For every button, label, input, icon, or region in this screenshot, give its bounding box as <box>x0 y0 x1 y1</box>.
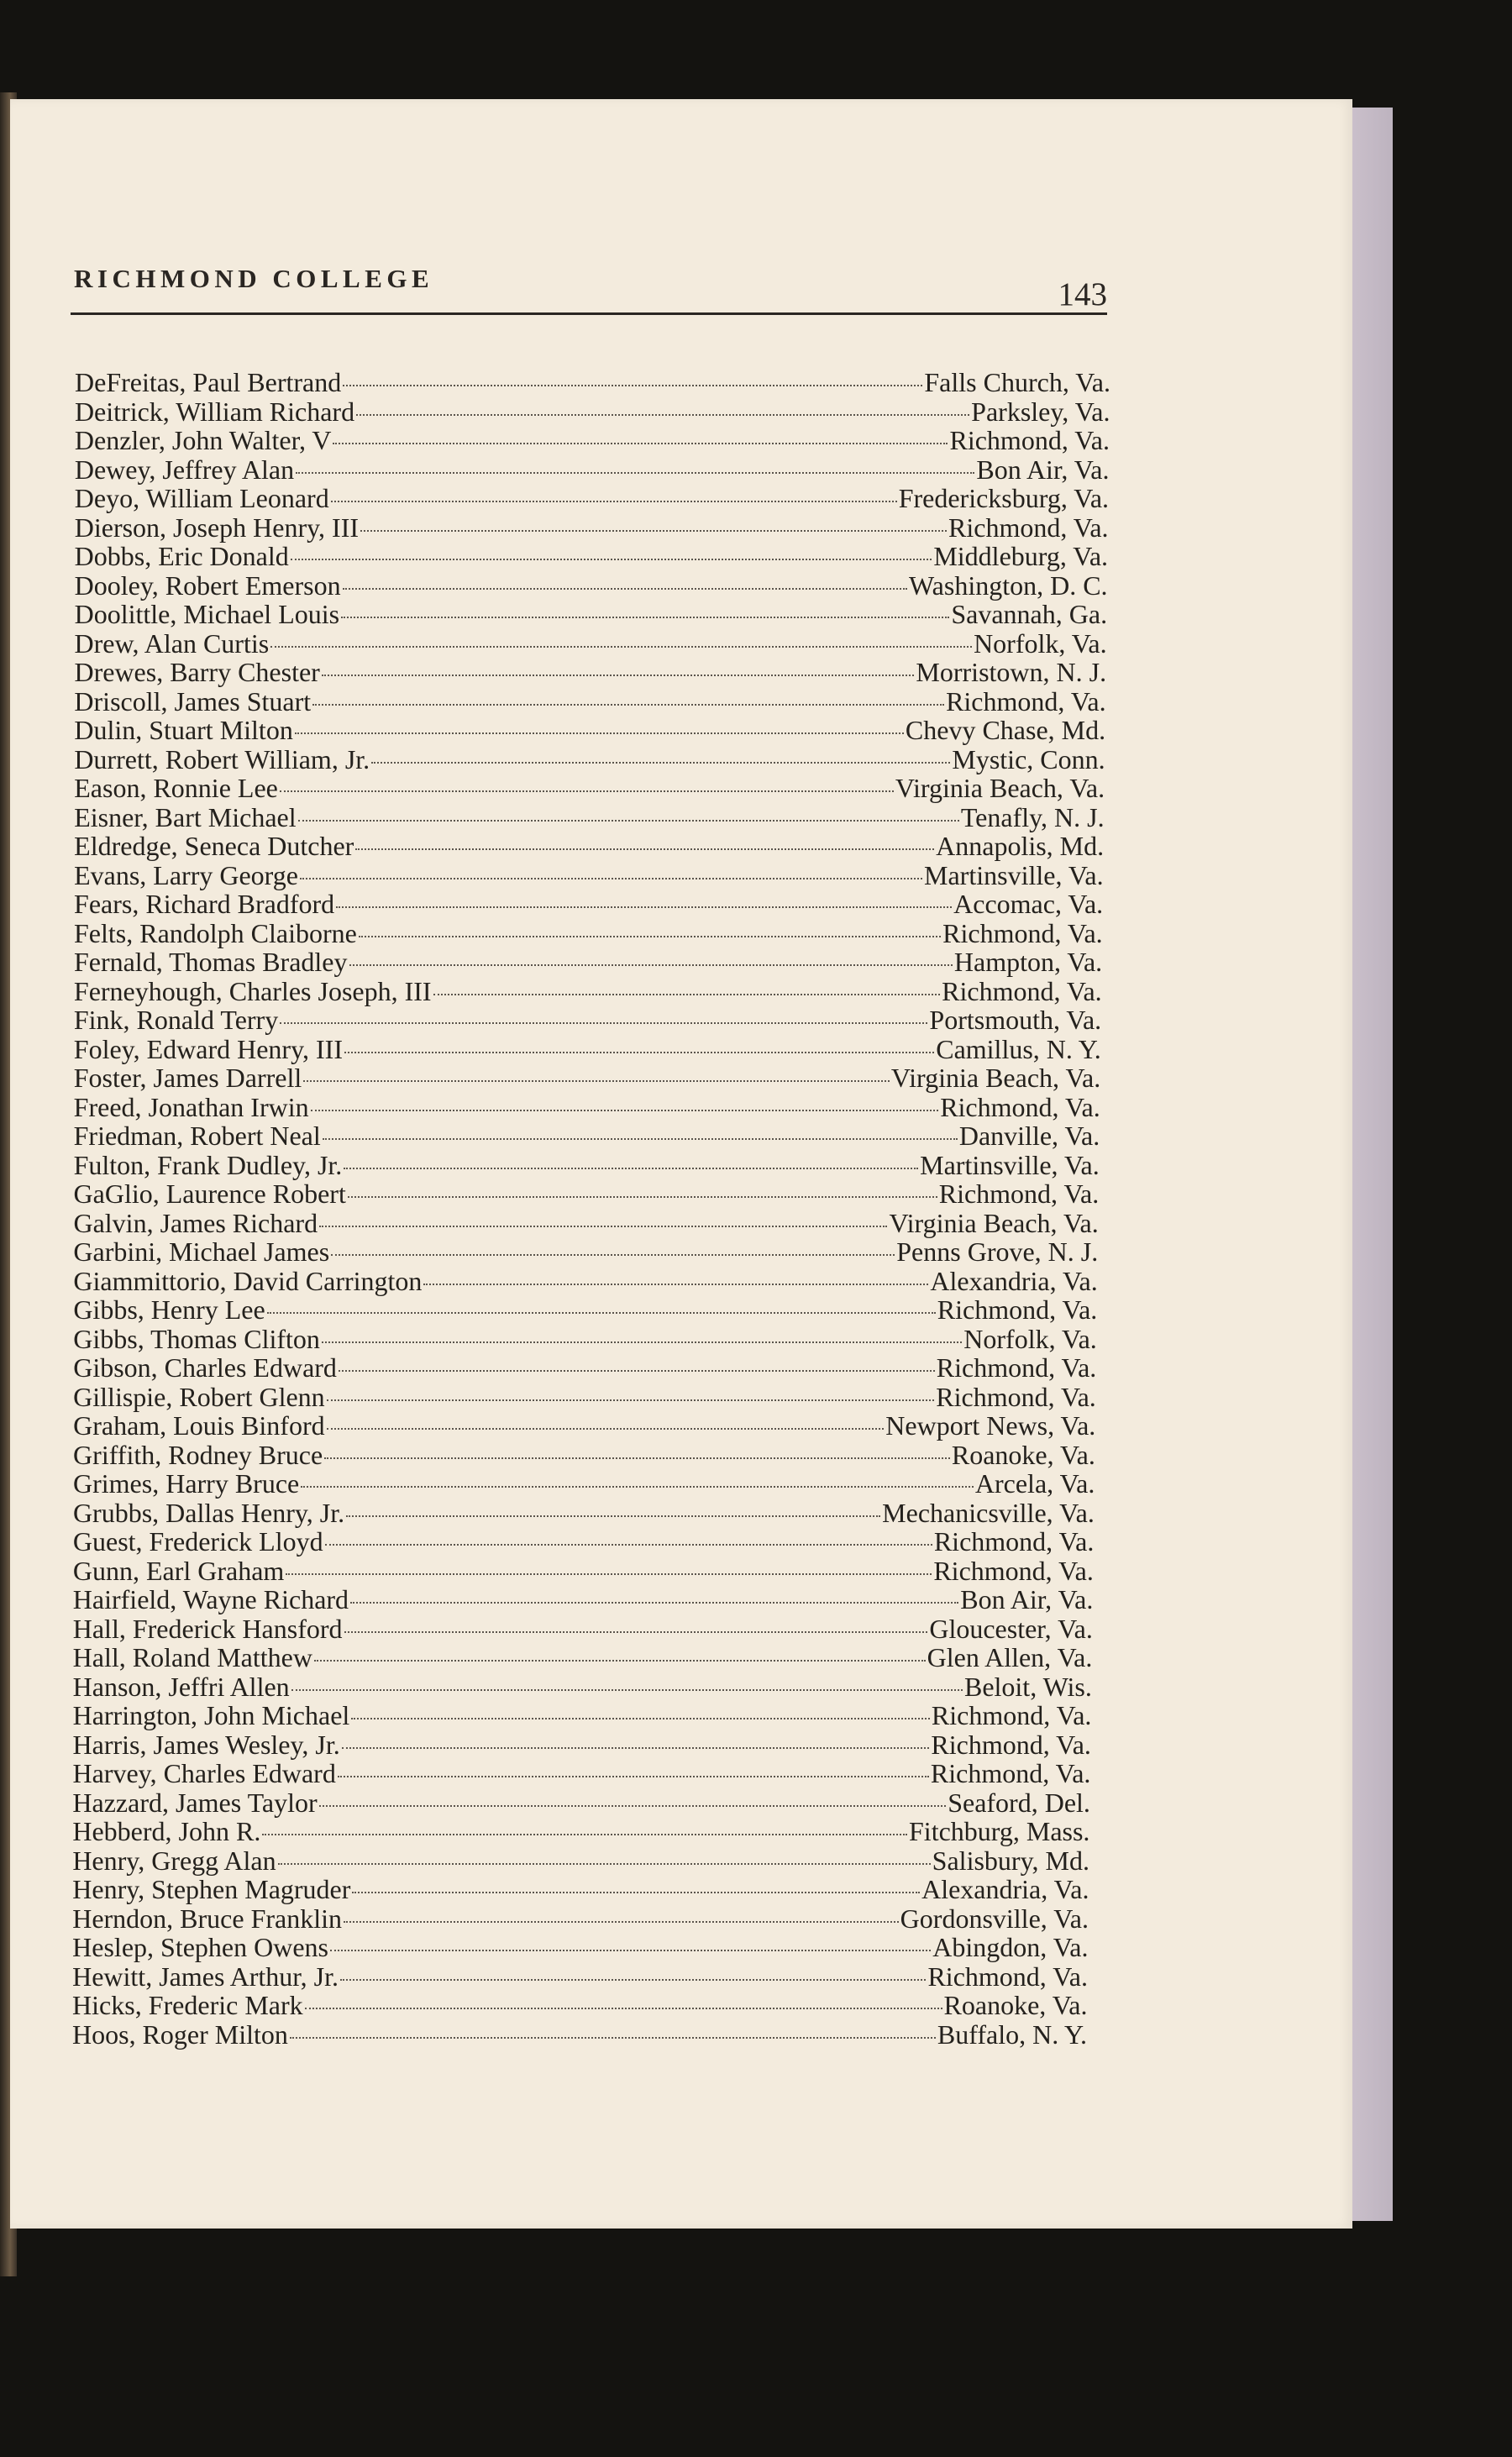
hometown: Middleburg, Va. <box>933 541 1109 571</box>
student-name: Harrington, John Michael <box>72 1700 350 1730</box>
hometown: Richmond, Va. <box>933 1555 1094 1586</box>
hometown: Richmond, Va. <box>940 1091 1100 1122</box>
hometown: Norfolk, Va. <box>974 627 1107 659</box>
hometown: Martinsville, Va. <box>924 859 1104 890</box>
hometown: Seaford, Del. <box>948 1787 1090 1818</box>
hometown: Virginia Beach, Va. <box>889 1207 1099 1238</box>
directory-entry <box>74 1063 1100 1092</box>
student-name: Garbini, Michael James <box>73 1236 330 1267</box>
dot-leader <box>312 704 944 706</box>
hometown: Alexandria, Va. <box>921 1874 1089 1904</box>
dot-leader <box>336 906 952 908</box>
dot-leader <box>303 1080 890 1082</box>
directory-entry <box>72 1846 1089 1875</box>
student-name: Galvin, James Richard <box>73 1207 318 1238</box>
dot-leader <box>360 530 947 532</box>
dot-leader <box>352 1892 920 1893</box>
dot-leader <box>331 1254 895 1256</box>
hometown: Salisbury, Md. <box>932 1845 1089 1876</box>
student-name: Hanson, Jeffri Allen <box>72 1671 290 1702</box>
hometown: Roanoke, Va. <box>951 1439 1095 1470</box>
dot-leader <box>344 1168 918 1169</box>
student-name: Hairfield, Wayne Richard <box>72 1584 349 1614</box>
dot-leader <box>301 1486 974 1488</box>
hometown: Falls Church, Va. <box>924 367 1110 397</box>
hometown: Newport News, Va. <box>885 1410 1096 1441</box>
student-name: Deyo, William Leonard <box>74 483 329 513</box>
dot-leader <box>338 1776 929 1777</box>
student-name: Deitrick, William Richard <box>74 396 355 427</box>
directory-entry <box>72 1991 1087 2019</box>
directory-entry <box>72 2020 1087 2049</box>
directory-entry <box>72 1788 1090 1817</box>
student-name: Fernald, Thomas Bradley <box>73 947 348 977</box>
dot-leader <box>286 1573 932 1575</box>
directory-entry <box>75 571 1108 600</box>
directory-entry <box>75 600 1107 628</box>
hometown: Richmond, Va. <box>936 1381 1096 1412</box>
dot-leader <box>355 848 934 850</box>
directory-entry <box>73 1469 1095 1498</box>
student-name: Gibbs, Thomas Clifton <box>73 1323 320 1354</box>
hometown: Richmond, Va. <box>948 512 1109 543</box>
dot-leader <box>295 732 904 734</box>
directory-entry <box>72 1875 1089 1903</box>
dot-leader <box>322 1341 962 1343</box>
directory-entry <box>74 1005 1101 1034</box>
student-name: Harvey, Charles Edward <box>72 1758 336 1788</box>
directory-entry <box>72 1759 1090 1788</box>
hometown: Richmond, Va. <box>942 975 1102 1006</box>
hometown: Hampton, Va. <box>953 947 1103 977</box>
student-name: Gibbs, Henry Lee <box>73 1294 265 1325</box>
directory-entry <box>74 1179 1100 1208</box>
dot-leader <box>343 385 922 386</box>
hometown: Gloucester, Va. <box>929 1613 1093 1644</box>
hometown: Morristown, N. J. <box>916 657 1107 687</box>
dot-leader <box>298 820 959 822</box>
dot-leader <box>371 762 950 764</box>
hometown: Virginia Beach, Va. <box>890 1063 1101 1093</box>
directory-entry <box>73 1730 1091 1759</box>
student-name: Hall, Roland Matthew <box>72 1642 312 1672</box>
dot-leader <box>300 878 922 879</box>
dot-leader <box>325 1544 932 1546</box>
student-name: Fink, Ronald Terry <box>73 1005 279 1035</box>
directory-entry <box>74 861 1104 890</box>
directory-entry <box>72 1962 1088 1991</box>
hometown: Arcela, Va. <box>974 1468 1095 1499</box>
dot-leader <box>314 1660 926 1662</box>
page-number: 143 <box>1058 276 1107 312</box>
dot-leader <box>319 1805 947 1807</box>
directory-entry <box>74 948 1102 976</box>
running-head: RICHMOND COLLEGE <box>74 264 434 293</box>
student-name: Foley, Edward Henry, III <box>73 1033 343 1064</box>
dot-leader <box>330 1950 931 1951</box>
student-name: Dulin, Stuart Milton <box>74 715 293 745</box>
hometown: Richmond, Va. <box>942 917 1103 948</box>
student-name: Hoos, Roger Milton <box>72 2019 288 2050</box>
directory-entry <box>74 1093 1100 1121</box>
hometown: Richmond, Va. <box>931 1729 1091 1760</box>
hometown: Richmond, Va. <box>936 1352 1097 1383</box>
directory-entry <box>74 803 1104 832</box>
hometown: Accomac, Va. <box>953 889 1104 919</box>
directory-entry <box>74 687 1105 716</box>
directory-entry <box>73 1353 1096 1382</box>
student-name: Herndon, Bruce Franklin <box>72 1903 343 1934</box>
dot-leader <box>324 1457 950 1459</box>
student-name: Guest, Frederick Lloyd <box>72 1526 323 1557</box>
hometown: Martinsville, Va. <box>920 1149 1100 1180</box>
directory-entry <box>73 1643 1093 1672</box>
student-name: Felts, Randolph Claiborne <box>74 917 357 948</box>
dot-leader <box>333 443 948 444</box>
student-name: Dobbs, Eric Donald <box>74 541 289 571</box>
directory-entry <box>73 1701 1092 1730</box>
hometown: Richmond, Va. <box>938 1179 1100 1209</box>
dot-leader <box>280 790 894 792</box>
student-name: Denzler, John Walter, V <box>74 425 332 455</box>
directory-entry <box>73 1585 1094 1614</box>
hometown: Richmond, Va. <box>949 425 1110 455</box>
hometown: Annapolis, Md. <box>936 831 1105 861</box>
student-name: Gunn, Earl Graham <box>72 1555 285 1586</box>
student-name: GaGlio, Laurence Robert <box>73 1179 346 1209</box>
hometown: Portsmouth, Va. <box>929 1005 1102 1035</box>
dot-leader <box>339 1370 935 1372</box>
dot-leader <box>350 1602 958 1604</box>
directory-entry <box>73 1383 1096 1411</box>
dot-leader <box>280 1022 927 1024</box>
dot-leader <box>343 588 907 590</box>
hometown: Buffalo, N. Y. <box>937 2019 1087 2050</box>
student-name: Grubbs, Dallas Henry, Jr. <box>72 1497 345 1528</box>
student-name: Grimes, Harry Bruce <box>73 1468 300 1499</box>
hometown: Abingdon, Va. <box>932 1932 1089 1962</box>
directory-entry <box>73 1267 1097 1295</box>
hometown: Camillus, N. Y. <box>936 1033 1101 1064</box>
hometown: Savannah, Ga. <box>951 599 1108 629</box>
hometown: Bon Air, Va. <box>960 1584 1094 1614</box>
student-name: Eason, Ronnie Lee <box>74 773 278 803</box>
student-name: Driscoll, James Stuart <box>74 685 312 717</box>
dot-leader <box>296 472 974 474</box>
directory-entry <box>75 455 1110 484</box>
directory-entry <box>73 1527 1094 1556</box>
dot-leader <box>327 1428 885 1430</box>
dot-leader <box>349 964 953 966</box>
directory-entry <box>73 1325 1097 1353</box>
dot-leader <box>342 1747 930 1749</box>
student-name: Griffith, Rodney Bruce <box>73 1439 323 1470</box>
dot-leader <box>267 1312 936 1314</box>
student-name: Hicks, Frederic Mark <box>72 1990 303 2020</box>
student-name: Heslep, Stephen Owens <box>72 1932 328 1962</box>
hometown: Norfolk, Va. <box>963 1323 1097 1354</box>
hometown: Chevy Chase, Md. <box>905 715 1106 745</box>
student-name: Eldredge, Seneca Dutcher <box>74 831 354 861</box>
student-name: Doolittle, Michael Louis <box>74 599 340 629</box>
student-name: Hewitt, James Arthur, Jr. <box>72 1961 339 1992</box>
student-name: Dewey, Jeffrey Alan <box>74 454 295 485</box>
directory-entry <box>74 977 1102 1005</box>
dot-leader <box>356 414 969 416</box>
dot-leader <box>291 559 932 560</box>
student-name: Friedman, Robert Neal <box>73 1121 321 1151</box>
student-name: DeFreitas, Paul Bertrand <box>75 367 342 397</box>
dot-leader <box>348 1196 937 1198</box>
dot-leader <box>423 1284 928 1285</box>
directory-entry <box>74 890 1103 918</box>
dot-leader <box>433 994 941 995</box>
dot-leader <box>344 1921 899 1923</box>
directory-entry <box>74 919 1103 948</box>
student-name: Drew, Alan Curtis <box>74 627 270 659</box>
directory-entry <box>73 1209 1098 1237</box>
directory-entry <box>73 1499 1095 1527</box>
directory-entry <box>74 745 1105 774</box>
directory-entry <box>75 513 1109 542</box>
student-name: Hebberd, John R. <box>72 1816 261 1846</box>
directory-entry <box>74 658 1106 686</box>
directory-entry <box>72 1904 1089 1933</box>
student-name: Gillispie, Robert Glenn <box>73 1381 325 1412</box>
dot-leader <box>331 501 897 502</box>
hometown: Mechanicsville, Va. <box>882 1497 1095 1528</box>
student-name: Henry, Gregg Alan <box>72 1845 276 1876</box>
directory-entry <box>75 426 1110 454</box>
dot-leader <box>322 675 915 676</box>
dot-leader <box>359 936 941 937</box>
hometown: Alexandria, Va. <box>930 1265 1098 1296</box>
hometown: Richmond, Va. <box>946 685 1106 717</box>
dot-leader <box>323 1138 958 1140</box>
dot-leader <box>270 646 972 648</box>
hometown: Penns Grove, N. J. <box>896 1236 1099 1267</box>
directory-entry <box>75 484 1109 512</box>
student-name: Foster, James Darrell <box>73 1063 302 1093</box>
dot-leader <box>319 1226 887 1227</box>
dot-leader <box>344 1631 928 1633</box>
directory-entry <box>73 1237 1098 1266</box>
directory-entry <box>74 716 1105 744</box>
student-name: Drewes, Barry Chester <box>74 657 320 687</box>
dot-leader <box>340 1979 926 1981</box>
dot-leader <box>278 1863 931 1865</box>
student-name: Fulton, Frank Dudley, Jr. <box>73 1149 343 1180</box>
hometown: Bon Air, Va. <box>976 454 1110 485</box>
directory-entry <box>74 774 1105 802</box>
hometown: Richmond, Va. <box>931 1700 1092 1730</box>
hometown: Parksley, Va. <box>971 396 1110 427</box>
hometown: Beloit, Wis. <box>963 1671 1092 1702</box>
dot-leader <box>290 2037 936 2039</box>
directory-entry <box>73 1672 1092 1701</box>
hometown: Mystic, Conn. <box>952 743 1105 774</box>
directory-entry <box>75 397 1110 426</box>
directory-entry <box>74 1035 1101 1063</box>
student-name: Dierson, Joseph Henry, III <box>74 512 360 543</box>
student-name: Freed, Jonathan Irwin <box>73 1091 309 1122</box>
directory-entry <box>74 1121 1100 1150</box>
hometown: Richmond, Va. <box>937 1294 1098 1325</box>
hometown: Washington, D. C. <box>909 570 1108 601</box>
directory-entry <box>72 1817 1089 1845</box>
directory-entry <box>73 1614 1093 1643</box>
directory-entry <box>75 368 1110 396</box>
dot-leader <box>341 617 949 618</box>
dot-leader <box>305 2008 942 2009</box>
student-name: Hall, Frederick Hansford <box>72 1613 343 1644</box>
directory-entry <box>73 1295 1097 1324</box>
dot-leader <box>327 1399 935 1401</box>
directory-entry <box>75 629 1107 658</box>
student-name: Graham, Louis Binford <box>73 1410 325 1441</box>
hometown: Glen Allen, Va. <box>927 1642 1093 1672</box>
dot-leader <box>344 1052 934 1053</box>
directory-entry <box>73 1557 1094 1585</box>
student-name: Harris, James Wesley, Jr. <box>72 1729 340 1760</box>
dot-leader <box>291 1689 963 1691</box>
dot-leader <box>346 1515 880 1517</box>
hometown: Virginia Beach, Va. <box>895 773 1105 803</box>
hometown: Richmond, Va. <box>933 1526 1095 1557</box>
hometown: Danville, Va. <box>958 1121 1100 1151</box>
student-name: Hazzard, James Taylor <box>72 1787 318 1818</box>
directory-entry <box>73 1411 1095 1440</box>
directory-entry <box>73 1441 1095 1469</box>
student-name: Henry, Stephen Magruder <box>72 1874 351 1904</box>
student-name: Ferneyhough, Charles Joseph, III <box>73 975 432 1006</box>
student-name: Giammittorio, David Carrington <box>73 1265 423 1296</box>
hometown: Tenafly, N. J. <box>960 801 1105 832</box>
directory-entry <box>74 1151 1100 1179</box>
dot-leader <box>311 1110 939 1111</box>
dot-leader <box>351 1718 930 1719</box>
student-name: Evans, Larry George <box>74 859 298 890</box>
directory-entry <box>72 1933 1088 1961</box>
student-name: Durrett, Robert William, Jr. <box>74 743 370 774</box>
hometown: Fredericksburg, Va. <box>898 483 1110 513</box>
directory-entry <box>75 542 1108 570</box>
student-name: Fears, Richard Bradford <box>74 889 335 919</box>
hometown: Roanoke, Va. <box>943 1990 1088 2020</box>
hometown: Richmond, Va. <box>930 1758 1091 1788</box>
hometown: Fitchburg, Mass. <box>909 1816 1090 1846</box>
hometown: Richmond, Va. <box>927 1961 1088 1992</box>
hometown: Gordonsville, Va. <box>900 1903 1089 1934</box>
student-name: Gibson, Charles Edward <box>73 1352 337 1383</box>
directory-entry <box>74 832 1104 860</box>
student-name: Eisner, Bart Michael <box>74 801 297 832</box>
dot-leader <box>262 1834 907 1835</box>
student-name: Dooley, Robert Emerson <box>74 570 341 601</box>
